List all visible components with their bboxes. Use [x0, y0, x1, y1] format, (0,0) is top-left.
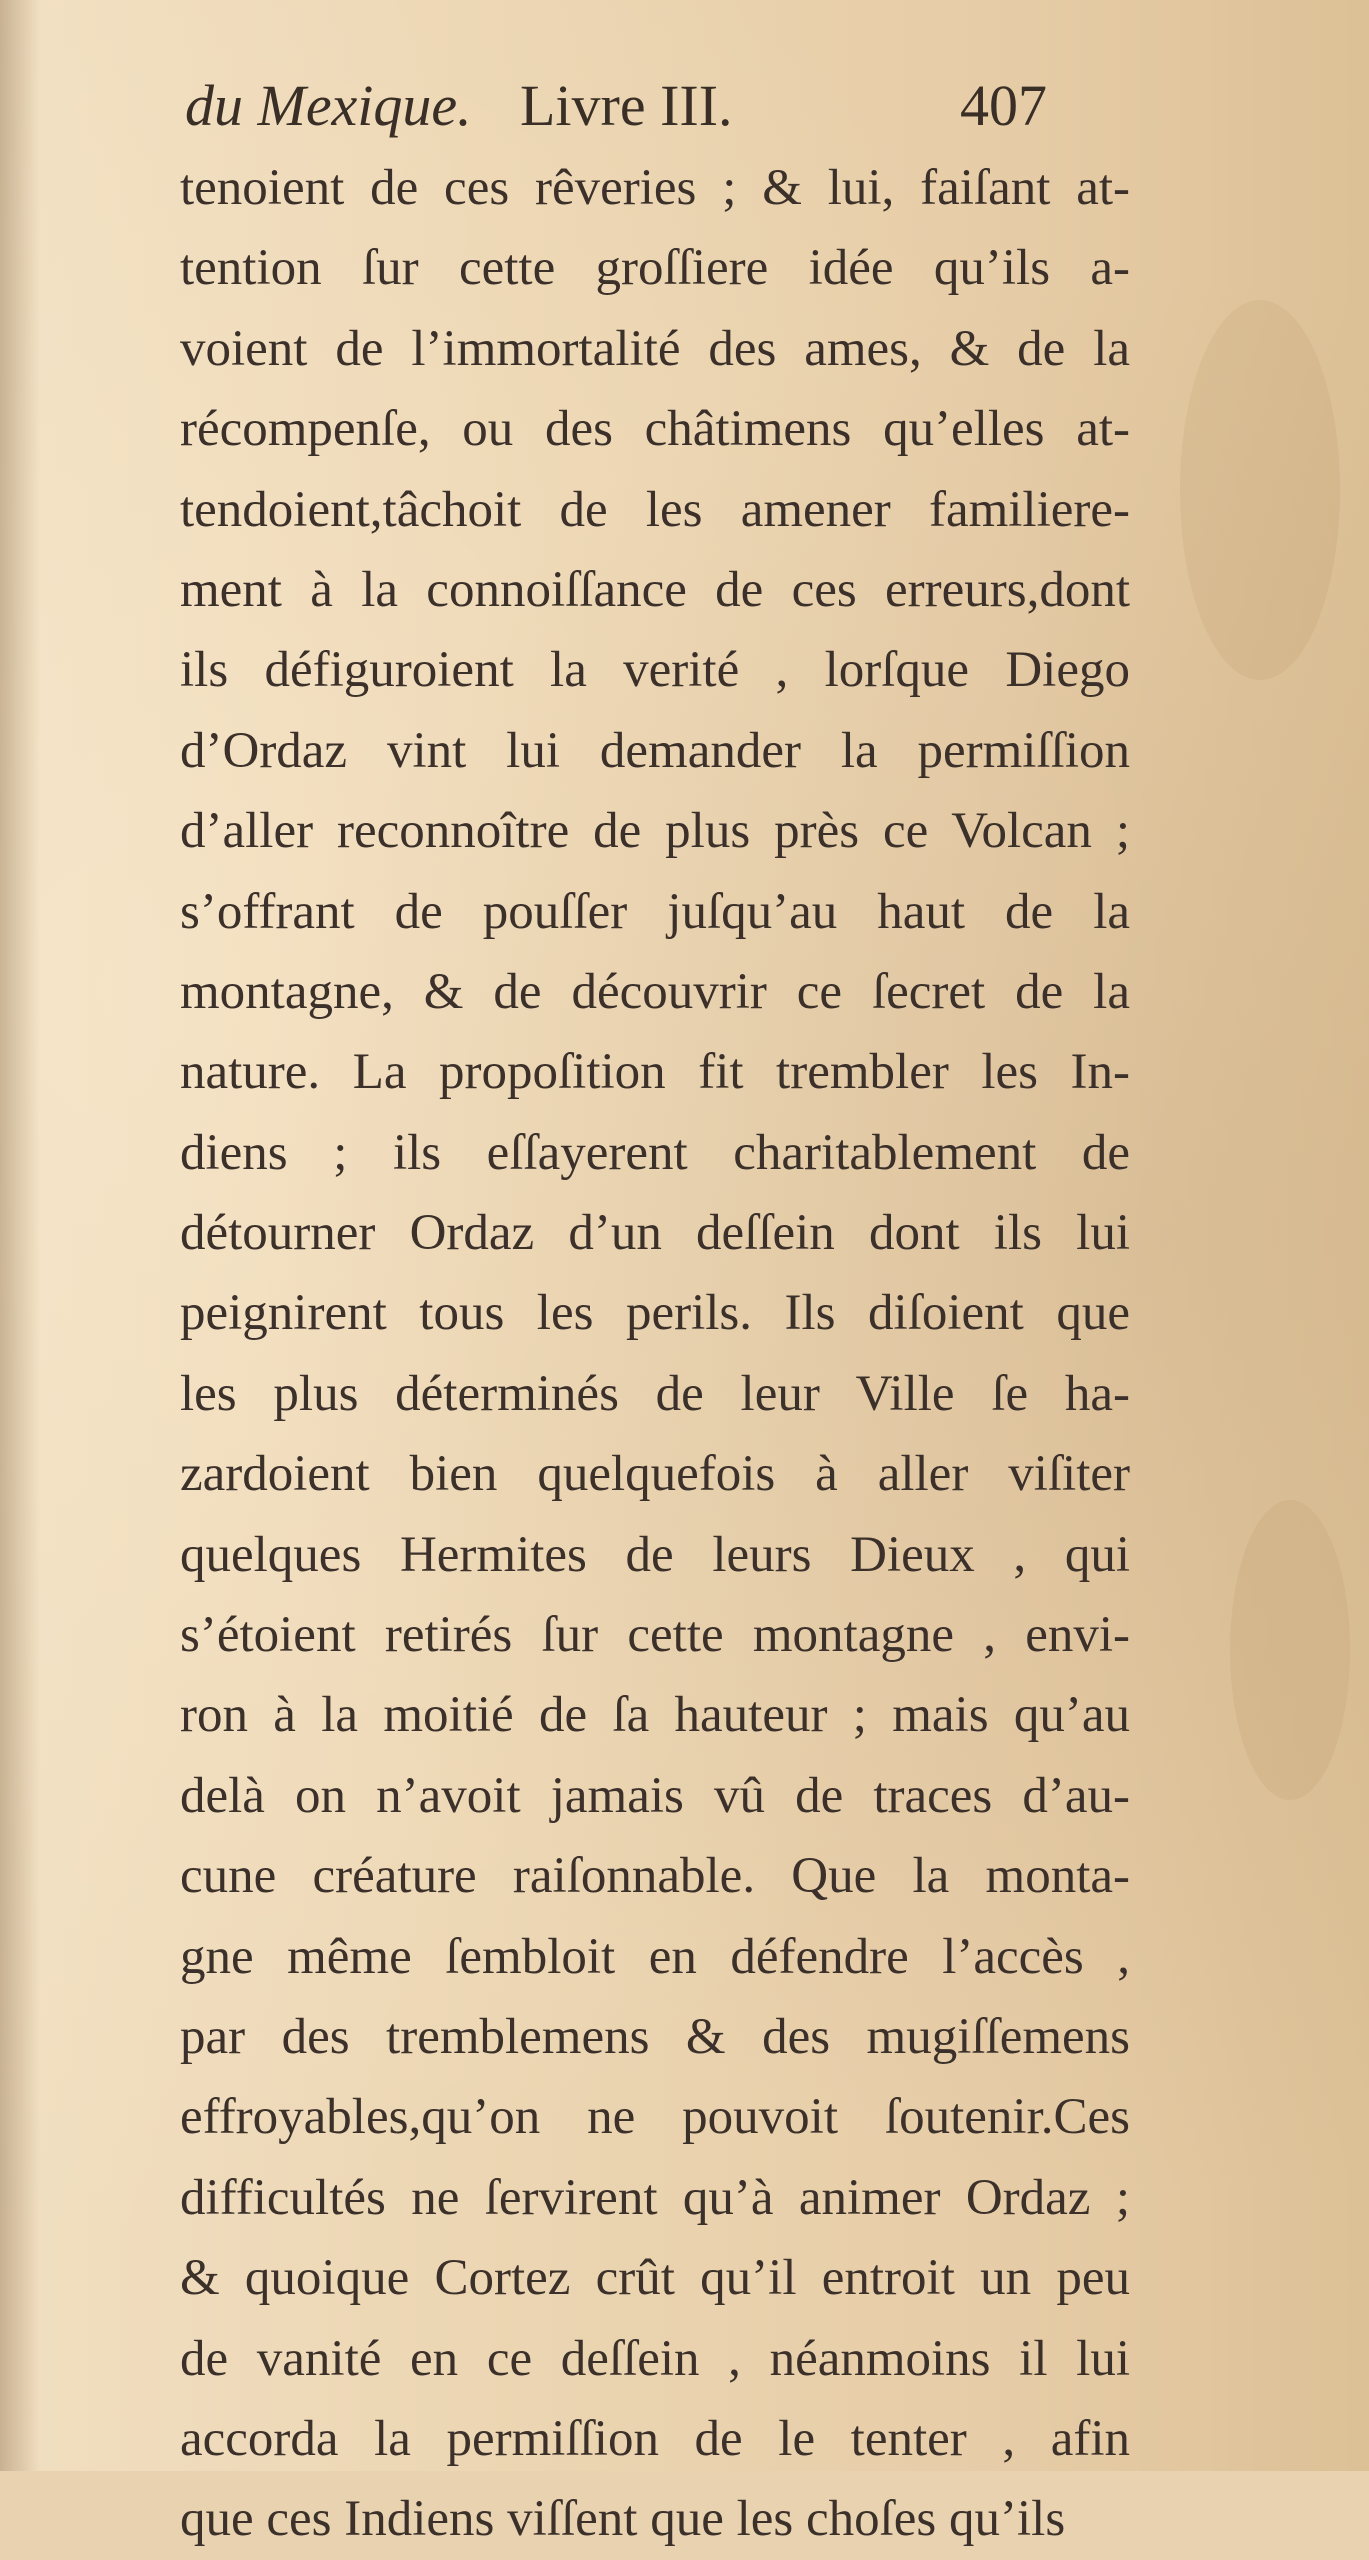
text-line: de vanité en ce deſſein , néanmoins il lui	[180, 2330, 1130, 2387]
text-line: récompenſe, ou des châtimens qu’elles at-	[180, 401, 1130, 458]
text-line: par des tremblemens & des mugiſſemens	[180, 2008, 1130, 2065]
running-head	[175, 62, 1115, 152]
text-line: les plus déterminés de leur Ville ſe ha-	[180, 1365, 1130, 1422]
text-line: d’aller reconnoître de plus près ce Volcan ;	[180, 803, 1130, 860]
paper-stain	[1230, 1500, 1350, 1800]
text-line: ils défiguroient la verité , lorſque Diego	[180, 642, 1130, 699]
text-line: que ces Indiens viſſent que les choſes qu’ils	[180, 2491, 1066, 2548]
text-line: d’Ordaz vint lui demander la permiſſion	[180, 722, 1130, 779]
text-line: peignirent tous les perils. Ils diſoient que	[180, 1285, 1130, 1342]
text-line: delà on n’avoit jamais vû de traces d’au-	[180, 1767, 1130, 1824]
text-line: & quoique Cortez crût qu’il entroit un peu	[180, 2250, 1130, 2307]
running-head-book: Livre III.	[520, 73, 733, 138]
text-line: tendoient,tâchoit de les amener familiere-	[180, 481, 1130, 538]
text-line: difficultés ne ſervirent qu’à animer Ordaz ;	[180, 2169, 1130, 2226]
paper-stain	[1180, 300, 1340, 680]
text-line: tenoient de ces rêveries ; & lui, faiſant at-	[180, 160, 1130, 216]
text-line: ment à la connoiſſance de ces erreurs,dont	[180, 561, 1130, 618]
page-number: 407	[960, 73, 1047, 138]
text-line: nature. La propoſition fit trembler les In-	[180, 1044, 1130, 1101]
text-line: zardoient bien quelquefois à aller viſiter	[180, 1446, 1130, 1503]
text-line: voient de l’immortalité des ames, & de la	[180, 320, 1130, 377]
text-line: s’étoient retirés ſur cette montagne , envi-	[180, 1607, 1130, 1664]
text-line: effroyables,qu’on ne pouvoit ſoutenir.Ces	[180, 2089, 1130, 2146]
text-line: ron à la moitié de ſa hauteur ; mais qu’au	[180, 1687, 1130, 1744]
text-line: détourner Ordaz d’un deſſein dont ils lui	[180, 1205, 1130, 1262]
text-line: cune créature raiſonnable. Que la monta-	[180, 1848, 1130, 1905]
text-line: quelques Hermites de leurs Dieux , qui	[180, 1526, 1130, 1583]
text-line: gne même ſembloit en défendre l’accès ,	[180, 1928, 1130, 1985]
body-text	[180, 148, 1130, 2560]
text-line: s’offrant de pouſſer juſqu’au haut de la	[180, 883, 1130, 940]
running-head-title: du Mexique.	[185, 73, 472, 138]
text-line: diens ; ils eſſayerent charitablement de	[180, 1124, 1130, 1181]
binding-gutter-shadow	[0, 0, 40, 2471]
text-line: accorda la permiſſion de le tenter , afin	[180, 2410, 1130, 2467]
text-line: montagne, & de découvrir ce ſecret de la	[180, 963, 1130, 1020]
text-line: tention ſur cette groſſiere idée qu’ils a-	[180, 240, 1130, 297]
